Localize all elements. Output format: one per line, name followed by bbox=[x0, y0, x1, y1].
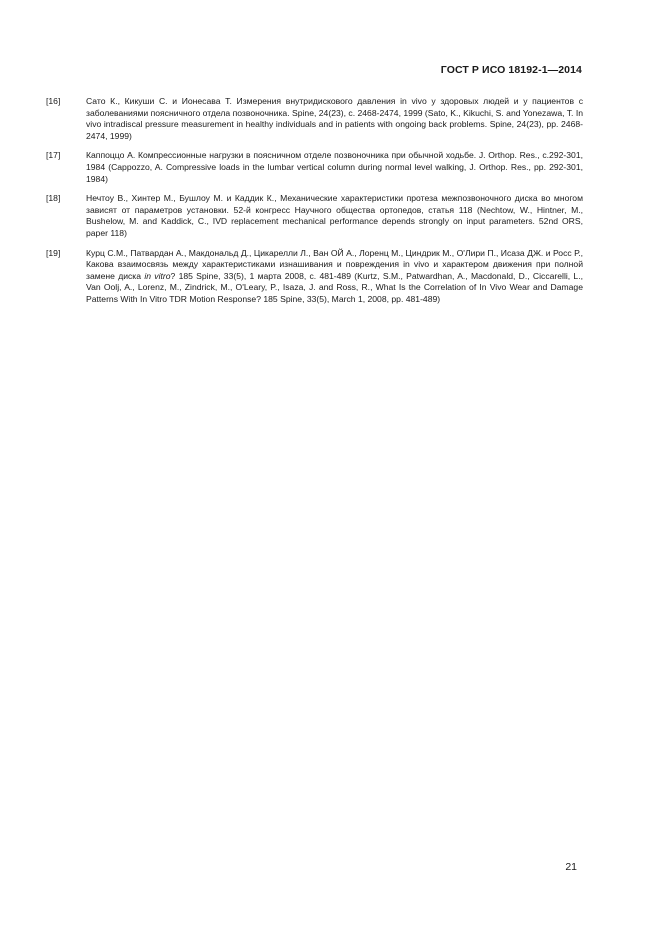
reference-text-segment: ? 185 Spine, 33(5), 1 марта 2008, с. 481-489 (Kurtz, S.M., Patwardhan, A., Macdonald, D., Ciccarelli, L., Van Oolj, A., Lorenz, M., Zindrick, M., O'Leary, P., Isaza, J. and Ross, R., What Is the Correlation of In Vivo Wear and Damage Patterns With In Vitro TDR Motion Response? 185 Spine, 33(5), March 1, 2008, pp. 481-489) bbox=[86, 270, 583, 304]
reference-list bbox=[46, 96, 583, 314]
reference-item bbox=[46, 96, 583, 142]
reference-text-segment: Сато К., Кикуши С. и Ионесава Т. Измерения внутридискового давления in vivo у здоровых людей и у пациентов с заболеваниями поясничного отдела позвоночника. Spine, 24(23), с. 2468-2474, 1999 (Sato, K., Kikuchi, S. and Yonezawa, T. In vivo intradiscal pressure measurement in healthy individuals and in patients with ongoing back problems. Spine, 24(23), pp. 2468-2474, 1999) bbox=[86, 96, 583, 141]
reference-text bbox=[86, 96, 583, 142]
reference-text-segment: Курц С.М., Патвардан А., Макдональд Д., Цикарелли Л., Ван ОЙ А., Лоренц М., Циндрик М., О'Лири П., Исаза ДЖ. и Росс Р., Какова взаимосвязь между характеристиками изнашивания и повреждения in vivo и характером движения при полной замене диска bbox=[86, 247, 583, 281]
reference-item bbox=[46, 248, 583, 306]
reference-text bbox=[86, 150, 583, 185]
reference-number: [18] bbox=[46, 193, 61, 204]
standard-header: ГОСТ Р ИСО 18192-1—2014 bbox=[440, 64, 582, 76]
reference-number: [16] bbox=[46, 96, 61, 106]
reference-item bbox=[46, 193, 583, 239]
reference-number: [17] bbox=[46, 150, 61, 161]
reference-text-segment: Нечтоу В., Хинтер М., Бушлоу М. и Каддик К., Механические характеристики протеза межпозвоночного диска во многом зависят от параметров установки. 52-й конгресс Научного общества ортопедов, статья 118 (Nechtow, W., Hintner, M., Bushelow, M. and Kaddick, C., IVD replacement mechanical performance depends strongly on input parameters. 52nd ORS, paper 118) bbox=[86, 193, 583, 238]
reference-number: [19] bbox=[46, 247, 61, 258]
reference-text-italic: in vitro bbox=[144, 270, 171, 281]
reference-text bbox=[86, 248, 583, 306]
page-number: 21 bbox=[565, 861, 577, 873]
reference-item bbox=[46, 150, 583, 185]
reference-text bbox=[86, 193, 583, 239]
reference-text-segment: Каппоццо А. Компрессионные нагрузки в поясничном отделе позвоночника при обычной ходьбе. J. Orthop. Res., c.292-301, 1984 (Cappozzo, A. Compressive loads in the lumbar vertical column during normal level walking, J. Orthop. Res., pp. 292-301, 1984) bbox=[86, 150, 583, 184]
